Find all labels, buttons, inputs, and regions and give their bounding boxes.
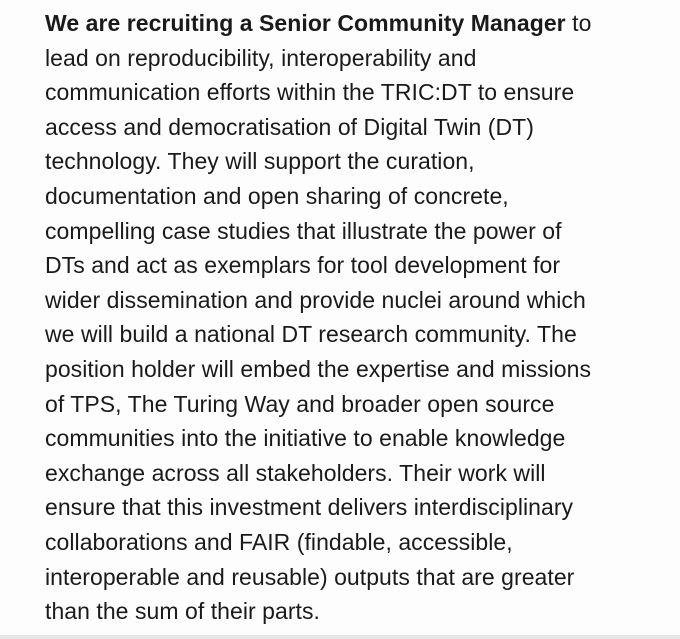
paragraph-line-2: lead on reproducibility, interoperability and — [45, 44, 477, 71]
paragraph-line-14: exchange across all stakeholders. Their work will — [45, 459, 546, 486]
first-line-rest: to — [565, 10, 592, 36]
paragraph-line-6: documentation and open sharing of concrete, — [45, 182, 509, 209]
paragraph-line-3: communication efforts within the TRIC:DT to ensure — [45, 79, 575, 106]
paragraph-line-15: ensure that this investment delivers interdisciplinary — [45, 494, 574, 521]
paragraph-line-8: DTs and act as exemplars for tool development for — [45, 252, 561, 279]
paragraph-line-11: position holder will embed the expertise and missions — [45, 355, 591, 382]
paragraph-line-17: interoperable and reusable) outputs that are greater — [45, 563, 575, 590]
paragraph-line-13: communities into the initiative to enable knowledge — [45, 425, 566, 452]
job-title-highlight: We are recruiting a Senior Community Manager — [45, 10, 566, 36]
paragraph-line-10: we will build a national DT research community. The — [45, 321, 577, 348]
bottom-divider — [0, 635, 680, 639]
paragraph-line-18: than the sum of their parts. — [45, 598, 320, 625]
paragraph-line-16: collaborations and FAIR (findable, accessible, — [45, 528, 513, 555]
paragraph-line-1 — [45, 6, 660, 41]
paragraph-line-9: wider dissemination and provide nuclei around which — [45, 286, 586, 313]
paragraph-line-5: technology. They will support the curation, — [45, 148, 475, 175]
paragraph-line-12: of TPS, The Turing Way and broader open source — [45, 390, 555, 417]
paragraph-line-7: compelling case studies that illustrate the power of — [45, 217, 562, 244]
paragraph-line-4: access and democratisation of Digital Twin (DT) — [45, 113, 534, 140]
